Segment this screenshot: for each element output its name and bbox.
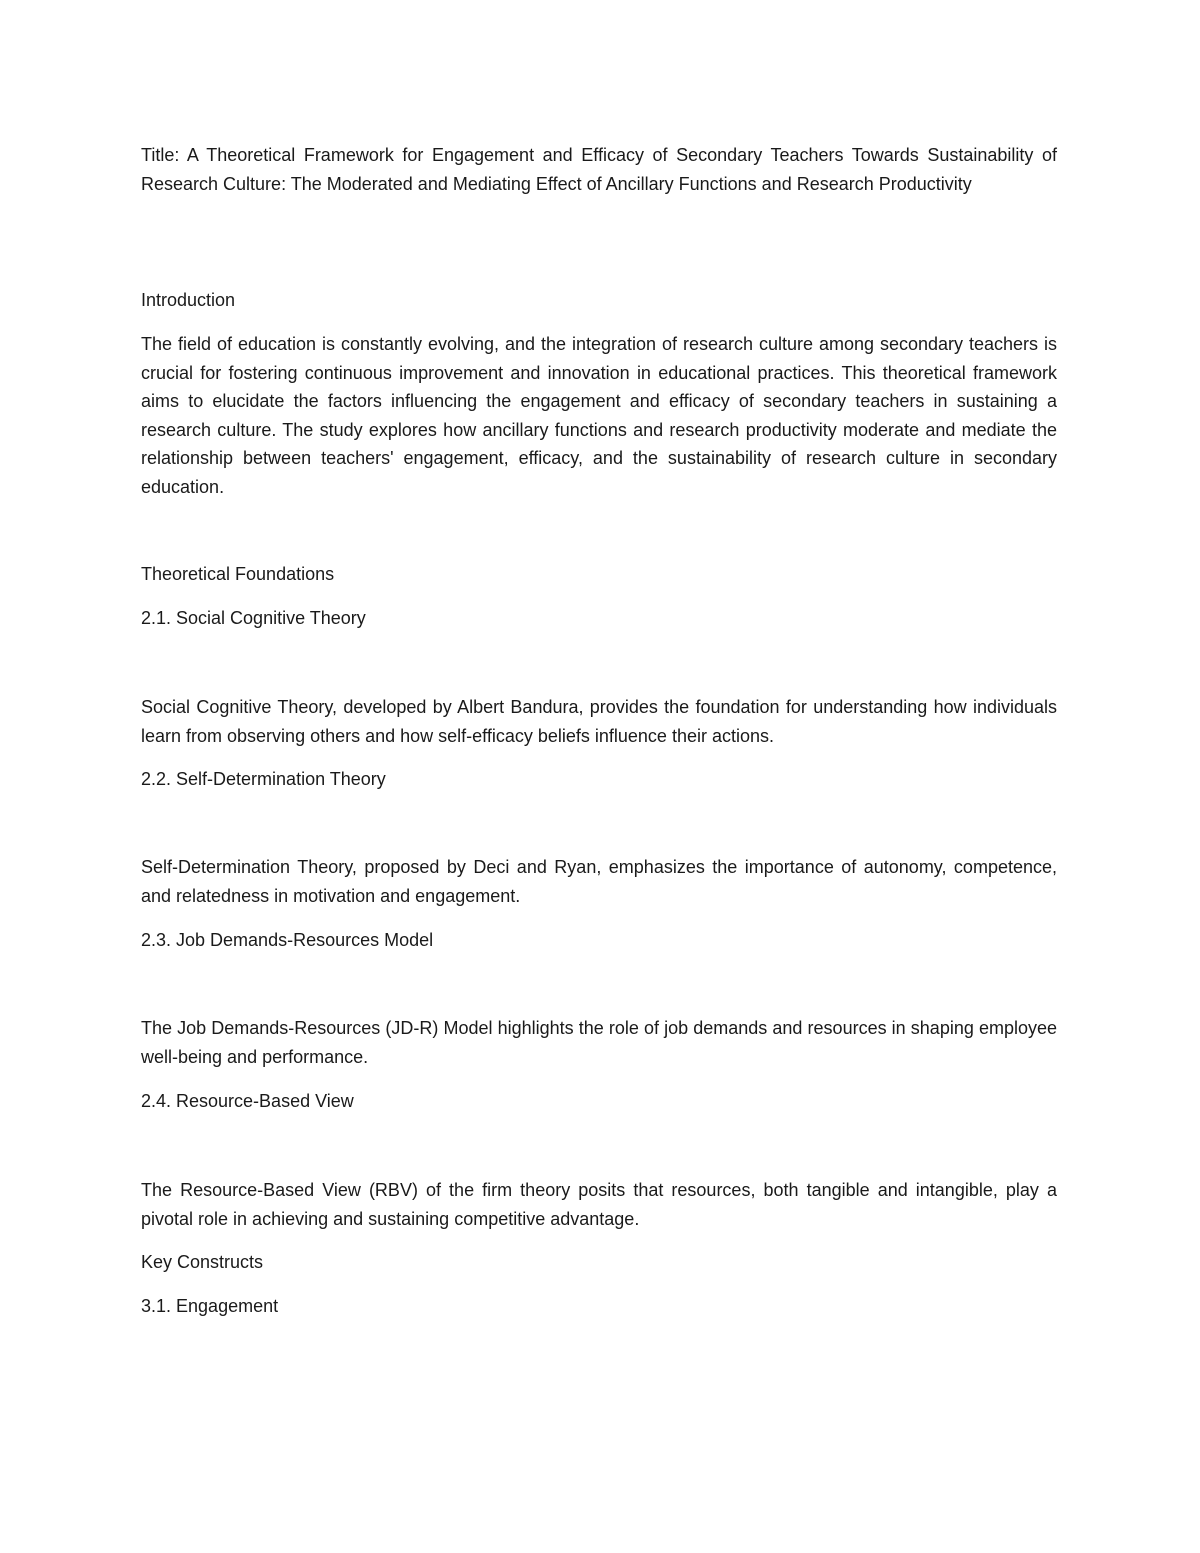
introduction-heading: Introduction (141, 290, 236, 310)
section-heading-2-4: 2.4. Resource-Based View (141, 1091, 354, 1111)
section-heading-2-1: 2.1. Social Cognitive Theory (141, 608, 366, 628)
section-heading-2-3: 2.3. Job Demands-Resources Model (141, 930, 434, 950)
section-heading-3-1: 3.1. Engagement (141, 1296, 279, 1316)
section-body-2-2: Self-Determination Theory, proposed by Deci and Ryan, emphasizes the importance of autonomy, competence, and relatedness in motivation and engagement. (141, 857, 1057, 906)
introduction-paragraph: The field of education is constantly evolving, and the integration of research culture among secondary teachers is crucial for fostering continuous improvement and innovation in educational practices. This theoretical framework aims to elucidate the factors influencing the engagement and efficacy of secondary teachers in sustaining a research culture. The study explores how ancillary functions and research productivity moderate and mediate the relationship between teachers' engagement, efficacy, and the sustainability of research culture in secondary education. (141, 334, 1057, 497)
key-constructs-heading: Key Constructs (141, 1252, 264, 1272)
section-body-2-3: The Job Demands-Resources (JD-R) Model highlights the role of job demands and resources in shaping employee well-being and performance. (141, 1018, 1057, 1067)
section-body-2-4: The Resource-Based View (RBV) of the firm theory posits that resources, both tangible and intangible, play a pivotal role in achieving and sustaining competitive advantage. (141, 1180, 1057, 1229)
theoretical-foundations-heading: Theoretical Foundations (141, 564, 335, 584)
section-body-2-1: Social Cognitive Theory, developed by Albert Bandura, provides the foundation for understanding how individuals learn from observing others and how self-efficacy beliefs influence their actions. (141, 697, 1057, 746)
section-heading-2-2: 2.2. Self-Determination Theory (141, 769, 386, 789)
document-title: Title: A Theoretical Framework for Engagement and Efficacy of Secondary Teachers Towards Sustainability of Research Culture: The Moderated and Mediating Effect of Ancillary Functions and Research Productivity (141, 145, 1057, 194)
